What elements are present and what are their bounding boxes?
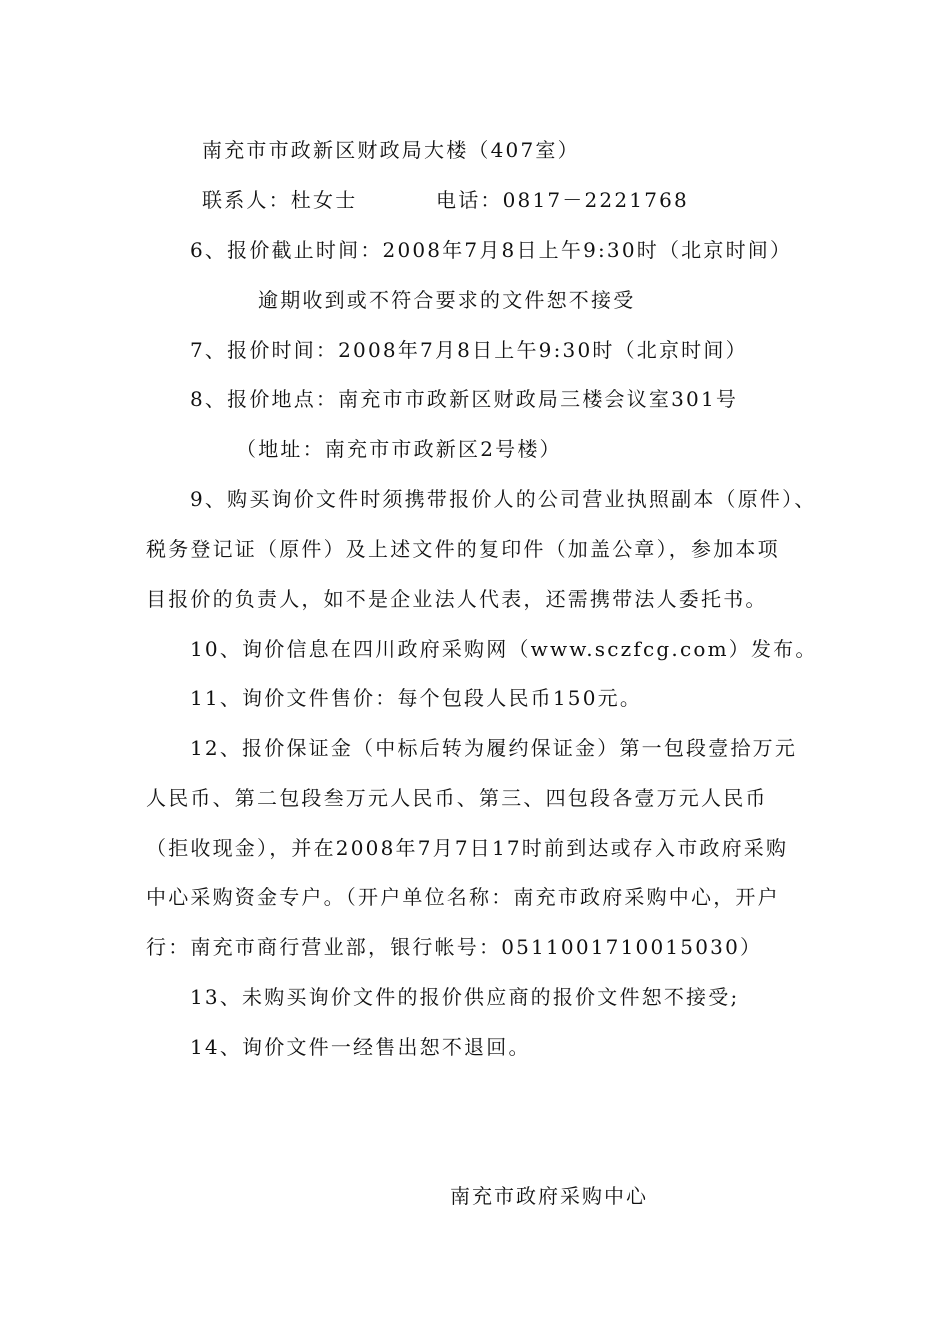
- contact-person: 联系人：杜女士: [202, 188, 358, 212]
- item-12-line-2: 人民币、第二包段叁万元人民币、第三、四包段各壹万元人民币: [146, 786, 768, 810]
- item-9-line-1: 9、购买询价文件时须携带报价人的公司营业执照副本（原件）、: [190, 487, 817, 511]
- item-11-price: 11、询价文件售价：每个包段人民币150元。: [190, 686, 643, 710]
- address-line: 南充市市政新区财政局大楼（407室）: [202, 138, 580, 162]
- item-12-line-4: 中心采购资金专户。（开户单位名称：南充市政府采购中心，开户: [146, 885, 780, 909]
- item-9-line-2: 税务登记证（原件）及上述文件的复印件（加盖公章），参加本项: [146, 537, 780, 561]
- item-12-line-5: 行：南充市商行营业部，银行帐号：0511001710015030）: [146, 935, 763, 959]
- item-14-note: 14、询价文件一经售出恕不退回。: [190, 1035, 531, 1059]
- item-12-line-1: 12、报价保证金（中标后转为履约保证金）第一包段壹拾万元: [190, 736, 798, 760]
- item-8-address: （地址：南充市市政新区2号楼）: [236, 437, 562, 461]
- item-12-line-3: （拒收现金），并在2008年7月7日17时前到达或存入市政府采购: [146, 836, 789, 860]
- signature-organization: 南充市政府采购中心: [450, 1184, 648, 1208]
- item-6-note: 逾期收到或不符合要求的文件恕不接受: [258, 288, 636, 312]
- item-6-deadline: 6、报价截止时间：2008年7月8日上午9:30时（北京时间）: [190, 238, 793, 262]
- item-13-note: 13、未购买询价文件的报价供应商的报价文件恕不接受;: [190, 985, 740, 1009]
- item-7-quote-time: 7、报价时间：2008年7月8日上午9:30时（北京时间）: [190, 338, 748, 362]
- item-10-info: 10、询价信息在四川政府采购网（www.sczfcg.com）发布。: [190, 637, 818, 661]
- item-9-line-3: 目报价的负责人，如不是企业法人代表，还需携带法人委托书。: [146, 587, 768, 611]
- contact-phone: 电话：0817－2221768: [436, 188, 689, 212]
- item-8-location: 8、报价地点：南充市市政新区财政局三楼会议室301号: [190, 387, 739, 411]
